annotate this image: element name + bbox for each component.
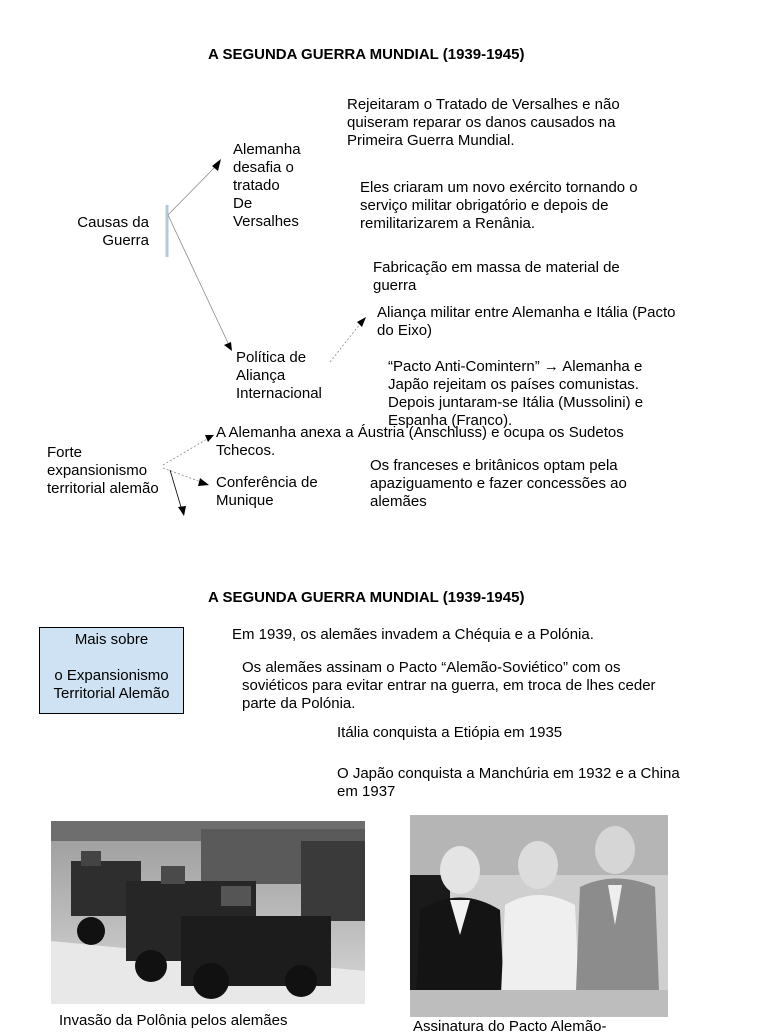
forte-expansionismo: Forte expansionismo territorial alemão: [47, 444, 159, 497]
arrowhead-icon: [198, 478, 209, 486]
fabricacao-text: Fabricação em massa de material de guerra: [373, 259, 620, 294]
arrowhead-icon: [224, 342, 232, 351]
italia-etiopia-text: Itália conquista a Etiópia em 1935: [337, 724, 563, 741]
causas-da-guerra: Causas da Guerra: [77, 214, 149, 249]
em-1939-text: Em 1939, os alemães invadem a Chéquia e a Polónia.: [232, 626, 594, 643]
pact-signing-photo: [410, 815, 668, 1017]
connector-causas-politica: [168, 215, 228, 343]
arrowhead-icon: [178, 506, 186, 516]
page2-title: A SEGUNDA GUERRA MUNDIAL (1939-1945): [208, 589, 525, 606]
pacto-anti-comintern-text: “Pacto Anti-Comintern” → Alemanha e Japão rejeitam os países comunistas. Depois juntaram-se Itália (Mussolini) e Espanha (Franco).: [388, 358, 644, 429]
mais-sobre-text: Mais sobre o Expansionismo Territorial Alemão: [53, 631, 170, 702]
caption-right: Assinatura do Pacto Alemão-: [413, 1018, 607, 1035]
page1-title: A SEGUNDA GUERRA MUNDIAL (1939-1945): [208, 46, 525, 63]
conferencia-munique: Conferência de Munique: [216, 474, 318, 509]
franceses-text: Os franceses e britânicos optam pela apaziguamento e fazer concessões ao alemães: [370, 457, 627, 510]
japao-manchuria-text: O Japão conquista a Manchúria em 1932 e a China em 1937: [337, 765, 680, 800]
alemanha-desafia: Alemanha desafia o tratado De Versalhes: [233, 141, 301, 230]
caption-left: Invasão da Polônia pelos alemães: [59, 1012, 288, 1029]
rejeitaram-text: Rejeitaram o Tratado de Versalhes e não quiseram reparar os danos causados na Primeira Guerra Mundial.: [347, 96, 620, 149]
arrowhead-icon: [357, 317, 366, 327]
connector-causas-alemanha: [168, 166, 216, 215]
invasion-photo: [51, 821, 365, 1004]
mais-sobre-box: [39, 627, 184, 714]
connector-forte-anexa: [163, 439, 207, 465]
arrowhead-icon: [205, 435, 214, 442]
pacto-alemao-sovietico-text: Os alemães assinam o Pacto “Alemão-Soviético” com os soviéticos para evitar entrar na guerra, em troca de lhes ceder parte da Polónia.: [242, 659, 656, 712]
anexa-austria-text: A Alemanha anexa a Áustria (Anschluss) e ocupa os Sudetos Tchecos.: [216, 424, 624, 459]
connector-forte-conferencia: [163, 468, 201, 482]
novo-exercito-text: Eles criaram um novo exército tornando o serviço militar obrigatório e depois de remilitarizarem a Renânia.: [360, 179, 638, 232]
alianca-militar-text: Aliança militar entre Alemanha e Itália (Pacto do Eixo): [377, 304, 676, 339]
politica-alianca: Política de Aliança Internacional: [236, 349, 322, 402]
connector-forte-down: [170, 470, 181, 507]
connector-politica-alianca: [330, 324, 360, 362]
